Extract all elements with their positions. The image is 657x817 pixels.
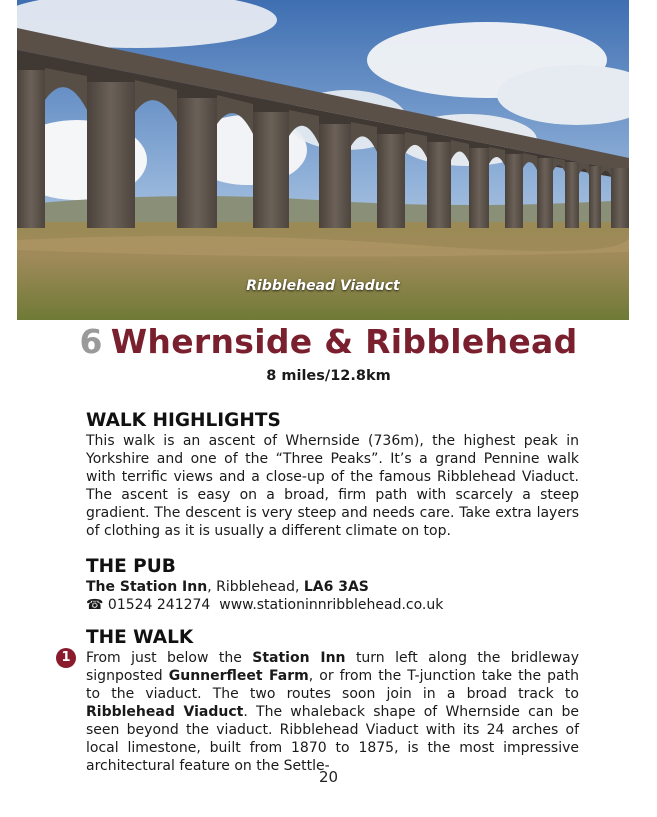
walk-text-segment: From just below the (86, 650, 253, 666)
walk-title (0, 322, 657, 361)
pub-address (86, 578, 579, 596)
pub-location: , Ribblehead, (207, 579, 304, 595)
viaduct-illustration (17, 0, 629, 320)
highlights-text: This walk is an ascent of Whernside (736m), the highest peak in Yorkshire and one of the “Three Peaks”. It’s a grand Pennine walk with terrific views and a close-up of the famous Ribblehead Viaduct. The ascent is easy on a broad, firm path with scarcely a steep gradient. The descent is very steep and needs care. Take extra layers of clothing as it is usually a different climate on top. (86, 433, 579, 539)
pub-contact (86, 596, 579, 614)
pub-postcode: LA6 3AS (303, 579, 369, 595)
walk-distance: 8 miles/12.8km (266, 368, 391, 384)
walk-viaduct: Ribblehead Viaduct (86, 704, 244, 720)
telephone-icon: ☎ (86, 597, 104, 613)
photo-caption: Ribblehead Viaduct (246, 278, 400, 294)
pub-heading: THE PUB (86, 556, 176, 577)
walk-text-segment: . The whaleback shape of Whernside can be seen beyond the viaduct. Ribblehead Viaduct with its 24 arches of local limestone, built from 1870 to 1875, is the most impressive architectural feature on the Settle- (86, 704, 579, 774)
walk-text-segment: , or from the T-junction take the path to the viaduct. The two routes soon join in a broad track to (86, 668, 579, 702)
pub-phone: 01524 241274 (107, 597, 211, 613)
step-marker: 1 (56, 648, 76, 668)
page-number: 20 (318, 768, 339, 786)
highlights-heading: WALK HIGHLIGHTS (86, 410, 281, 431)
pub-name: The Station Inn (86, 579, 208, 595)
pub-section (86, 556, 579, 614)
walk-number: 6 (79, 322, 103, 361)
highlights-section (86, 410, 579, 540)
walk-station-inn: Station Inn (252, 650, 346, 666)
walk-section (86, 627, 579, 775)
walk-farm: Gunnerfleet Farm (168, 668, 309, 684)
walk-text-segment: turn left along the bridleway signposted (86, 650, 579, 684)
walk-heading: THE WALK (86, 627, 194, 648)
pub-website[interactable]: www.stationinnribblehead.co.uk (219, 597, 444, 613)
walk-name: Whernside & Ribblehead (110, 322, 578, 361)
walk-step-1-text (86, 649, 579, 775)
viaduct-photo (17, 0, 629, 320)
